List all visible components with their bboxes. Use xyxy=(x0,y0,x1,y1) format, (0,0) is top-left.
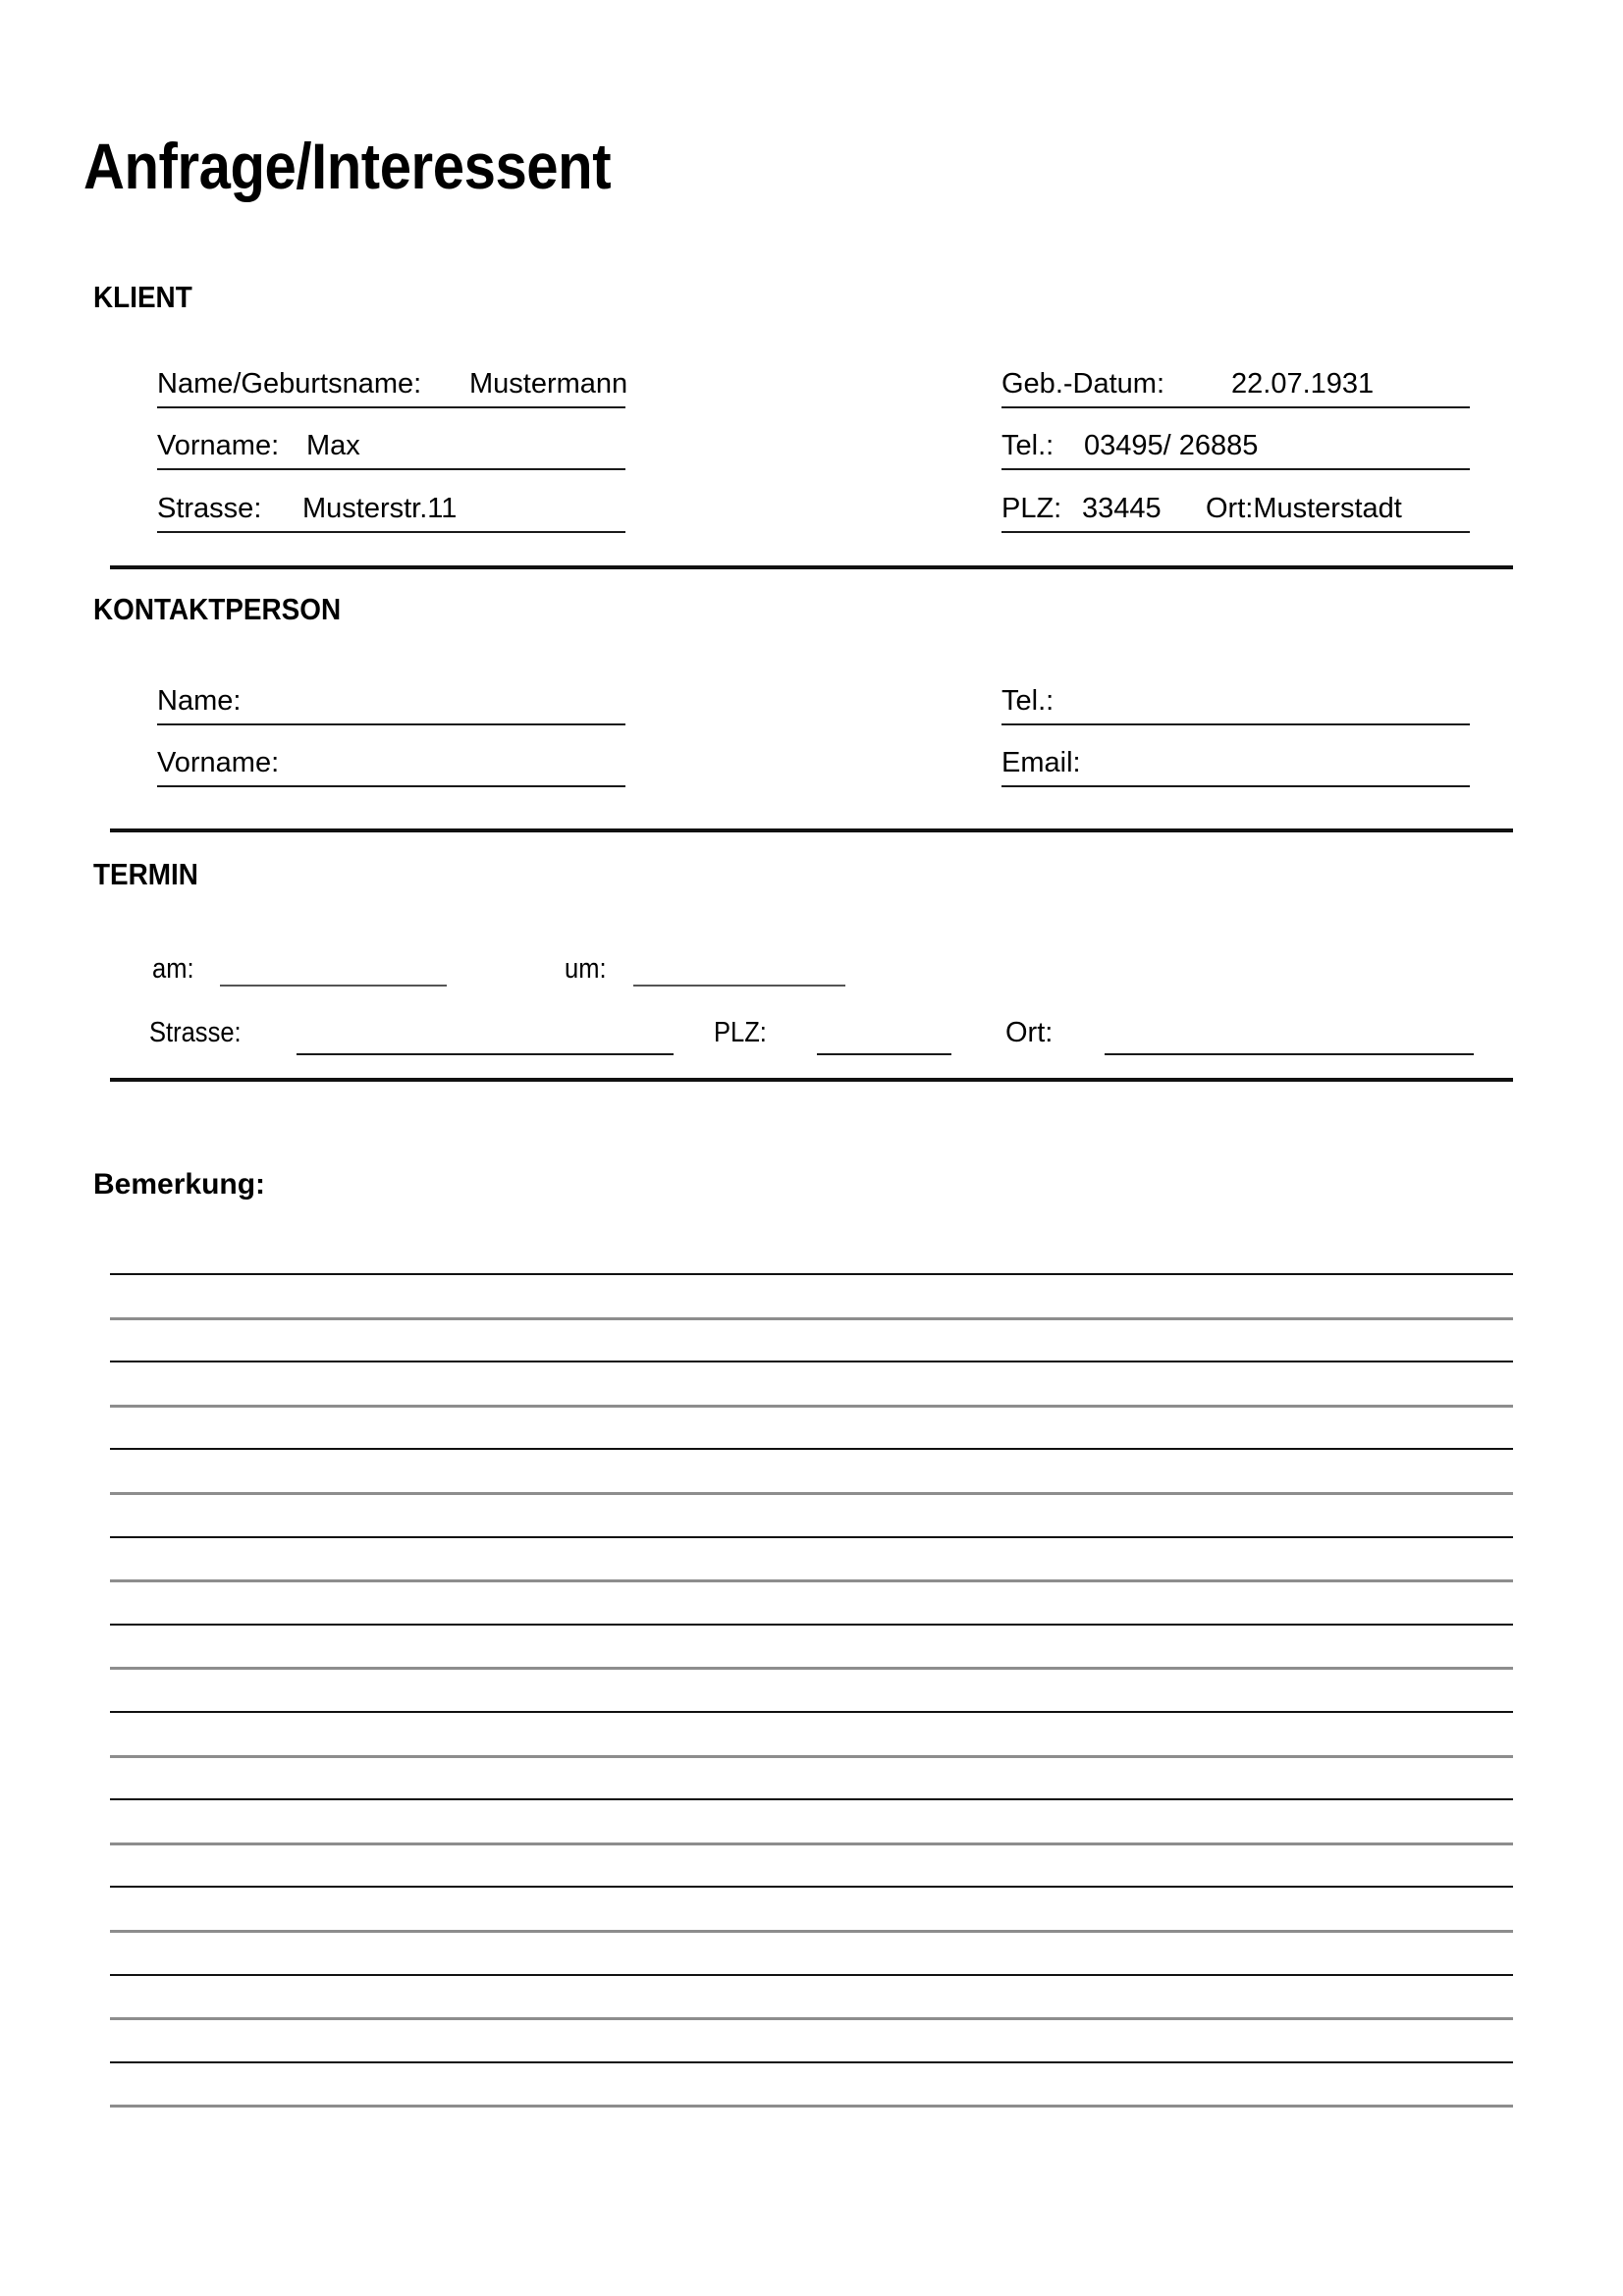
field-input-termin-um[interactable] xyxy=(633,985,845,987)
field-label-termin-um: um: xyxy=(565,953,607,985)
field-value-plz: 33445 xyxy=(1082,493,1162,524)
field-kontakt-name[interactable] xyxy=(157,680,625,725)
field-input-termin-plz[interactable] xyxy=(817,1053,951,1055)
field-kontakt-telefon[interactable] xyxy=(1001,680,1470,725)
field-label-geburtsdatum: Geb.-Datum: xyxy=(1001,368,1164,400)
section-heading-klient: KLIENT xyxy=(93,280,192,314)
bemerkung-line[interactable] xyxy=(110,1711,1513,1713)
field-input-termin-strasse[interactable] xyxy=(297,1053,674,1055)
field-label-name: Name/Geburtsname: xyxy=(157,368,422,400)
field-label-termin-strasse: Strasse: xyxy=(149,1017,242,1048)
field-label-kontakt-name: Name: xyxy=(157,685,242,717)
field-klient-plz-ort[interactable] xyxy=(1001,488,1470,533)
field-input-termin-ort[interactable] xyxy=(1105,1053,1474,1055)
field-value-telefon: 03495/ 26885 xyxy=(1084,430,1259,461)
section-divider-termin xyxy=(110,1078,1513,1082)
section-heading-termin: TERMIN xyxy=(93,857,198,891)
field-label-termin-plz: PLZ: xyxy=(714,1017,767,1048)
bemerkung-line[interactable] xyxy=(110,1886,1513,1888)
field-klient-geburtsdatum[interactable] xyxy=(1001,363,1470,408)
field-label-vorname: Vorname: xyxy=(157,430,280,461)
bemerkung-line[interactable] xyxy=(110,1842,1513,1845)
bemerkung-line[interactable] xyxy=(110,1273,1513,1275)
field-klient-telefon[interactable] xyxy=(1001,425,1470,470)
bemerkung-line[interactable] xyxy=(110,1492,1513,1495)
bemerkung-line[interactable] xyxy=(110,1798,1513,1800)
section-heading-bemerkung: Bemerkung: xyxy=(93,1168,266,1201)
bemerkung-line[interactable] xyxy=(110,1624,1513,1626)
field-value-vorname: Max xyxy=(306,430,360,461)
field-value-ort: Ort:Musterstadt xyxy=(1206,493,1402,524)
bemerkung-line[interactable] xyxy=(110,1579,1513,1582)
field-klient-vorname[interactable] xyxy=(157,425,625,470)
field-kontakt-email[interactable] xyxy=(1001,742,1470,787)
field-label-kontakt-telefon: Tel.: xyxy=(1001,685,1055,717)
field-klient-name[interactable] xyxy=(157,363,628,408)
section-heading-kontaktperson: KONTAKTPERSON xyxy=(93,592,342,626)
bemerkung-line[interactable] xyxy=(110,1361,1513,1362)
bemerkung-line[interactable] xyxy=(110,1536,1513,1538)
bemerkung-line[interactable] xyxy=(110,2061,1513,2063)
field-label-termin-ort: Ort: xyxy=(1005,1017,1054,1048)
bemerkung-line[interactable] xyxy=(110,1755,1513,1758)
bemerkung-line[interactable] xyxy=(110,1667,1513,1670)
page-title: Anfrage/Interessent xyxy=(83,130,612,202)
field-value-strasse: Musterstr.11 xyxy=(302,493,458,524)
field-input-termin-am[interactable] xyxy=(220,985,447,987)
bemerkung-line[interactable] xyxy=(110,2105,1513,2108)
bemerkung-line[interactable] xyxy=(110,1974,1513,1976)
field-kontakt-vorname[interactable] xyxy=(157,742,625,787)
field-label-kontakt-vorname: Vorname: xyxy=(157,747,280,778)
field-value-geburtsdatum: 22.07.1931 xyxy=(1231,368,1375,400)
field-value-name: Mustermann xyxy=(469,368,628,400)
bemerkung-line[interactable] xyxy=(110,1405,1513,1408)
field-label-telefon: Tel.: xyxy=(1001,430,1055,461)
field-label-termin-am: am: xyxy=(152,953,194,985)
field-label-kontakt-email: Email: xyxy=(1001,747,1081,778)
bemerkung-line[interactable] xyxy=(110,1930,1513,1933)
bemerkung-line[interactable] xyxy=(110,1317,1513,1320)
bemerkung-line[interactable] xyxy=(110,2017,1513,2020)
section-divider-klient xyxy=(110,565,1513,569)
field-label-plz: PLZ: xyxy=(1001,493,1062,524)
section-divider-kontaktperson xyxy=(110,828,1513,832)
field-label-strasse: Strasse: xyxy=(157,493,262,524)
field-klient-strasse[interactable] xyxy=(157,488,625,533)
bemerkung-line[interactable] xyxy=(110,1448,1513,1450)
